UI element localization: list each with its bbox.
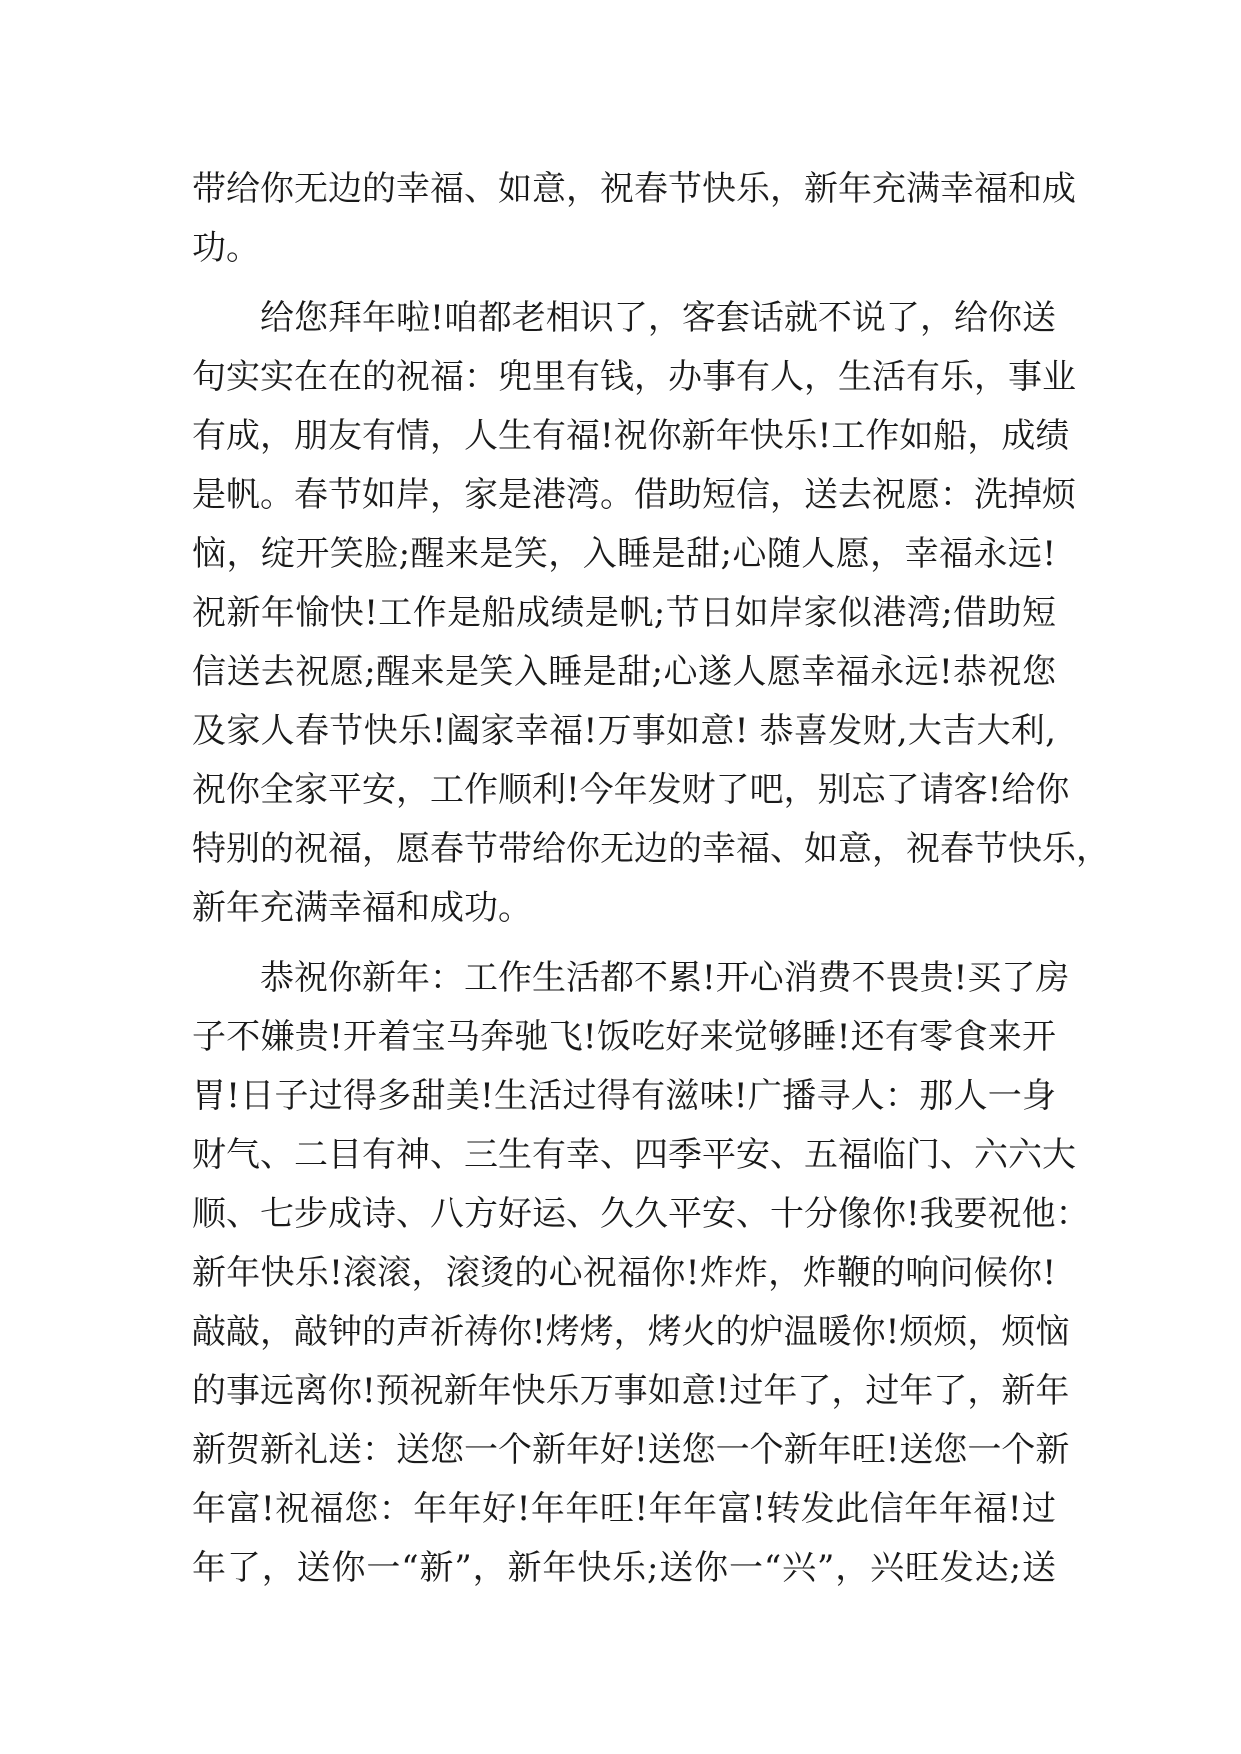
text-line: 新贺新礼送：送您一个新年好!送您一个新年旺!送您一个新 (192, 1430, 1070, 1470)
text-line: 句实实在在的祝福：兜里有钱，办事有人，生活有乐，事业 (192, 357, 1076, 397)
text-line: 祝你全家平安，工作顺利!今年发财了吧，别忘了请客!给你 (192, 770, 1070, 810)
paragraph (192, 289, 1110, 938)
paragraph (192, 949, 1090, 1598)
text-line: 及家人春节快乐!阖家幸福!万事如意! 恭喜发财,大吉大利, (192, 711, 1056, 751)
text-line: 敲敲，敲钟的声祈祷你!烤烤，烤火的炉温暖你!烦烦，烦恼 (192, 1312, 1070, 1352)
text-line: 是帆。春节如岸，家是港湾。借助短信，送去祝愿：洗掉烦 (192, 475, 1076, 515)
text-line: 年富!祝福您：年年好!年年旺!年年富!转发此信年年福!过 (192, 1489, 1056, 1529)
text-line: 胃!日子过得多甜美!生活过得有滋味!广播寻人：那人一身 (192, 1076, 1056, 1116)
text-line: 有成，朋友有情，人生有福!祝你新年快乐!工作如船，成绩 (192, 416, 1070, 456)
document-body (192, 160, 1110, 1598)
paragraph-spacing (192, 278, 1056, 289)
text-line: 祝新年愉快!工作是船成绩是帆;节日如岸家似港湾;借助短 (192, 593, 1056, 633)
text-line: 给您拜年啦!咱都老相识了，客套话就不说了，给你送 (260, 298, 1056, 338)
text-line: 特别的祝福，愿春节带给你无边的幸福、如意，祝春节快乐， (192, 829, 1110, 869)
text-line: 恭祝你新年：工作生活都不累!开心消费不畏贵!买了房 (260, 958, 1070, 998)
text-line: 新年快乐!滚滚，滚烫的心祝福你!炸炸，炸鞭的响问候你! (192, 1253, 1056, 1293)
text-line: 的事远离你!预祝新年快乐万事如意!过年了，过年了，新年 (192, 1371, 1070, 1411)
text-line: 带给你无边的幸福、如意，祝春节快乐，新年充满幸福和成 (192, 169, 1076, 209)
text-line: 顺、七步成诗、八方好运、久久平安、十分像你!我要祝他： (192, 1194, 1090, 1234)
text-line: 新年充满幸福和成功。 (192, 888, 532, 928)
text-line: 功。 (192, 228, 260, 268)
text-line: 子不嫌贵!开着宝马奔驰飞!饭吃好来觉够睡!还有零食来开 (192, 1017, 1056, 1057)
paragraph (192, 160, 1076, 278)
text-line: 恼，绽开笑脸;醒来是笑，入睡是甜;心随人愿，幸福永远! (192, 534, 1056, 574)
paragraph-spacing (192, 938, 1056, 949)
text-line: 信送去祝愿;醒来是笑入睡是甜;心遂人愿幸福永远!恭祝您 (192, 652, 1056, 692)
text-line: 年了，送你一“新”，新年快乐;送你一“兴”，兴旺发达;送 (192, 1548, 1056, 1588)
text-line: 财气、二目有神、三生有幸、四季平安、五福临门、六六大 (192, 1135, 1076, 1175)
